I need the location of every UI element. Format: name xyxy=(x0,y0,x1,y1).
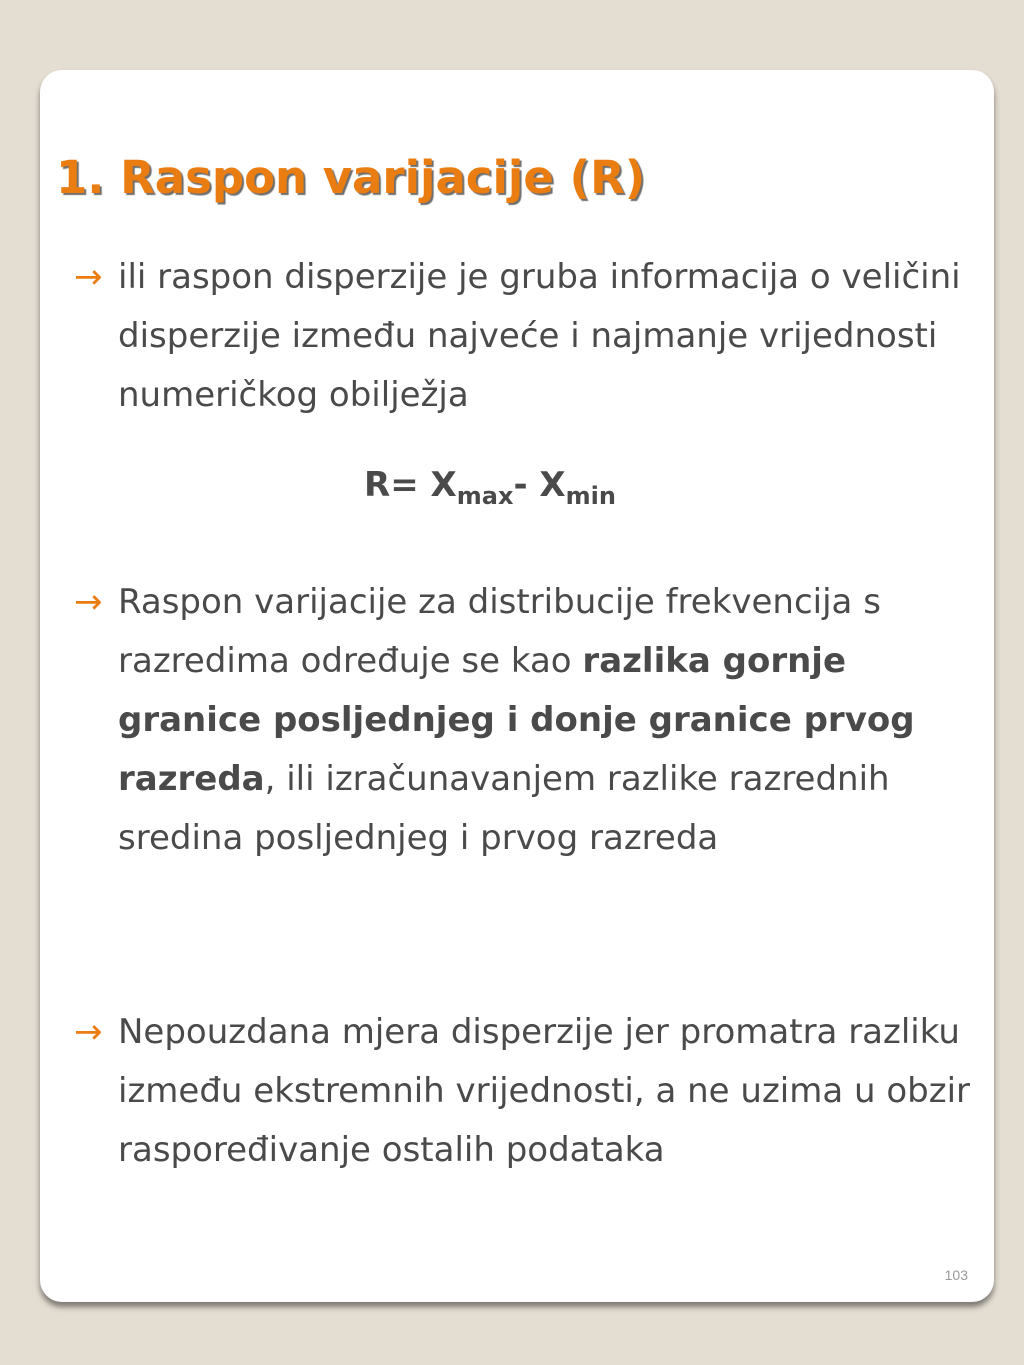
slide-card xyxy=(40,70,994,1302)
bullet-range-definition xyxy=(74,248,984,425)
arrow-right-icon: → xyxy=(74,582,103,622)
slide-number: 103 xyxy=(944,1267,968,1283)
bullet-text xyxy=(118,573,984,868)
range-formula xyxy=(40,460,940,510)
bullet-text-bold: razlika gornje granice posljednjeg i donje granice prvog razreda xyxy=(118,641,915,799)
formula-lhs: R= X xyxy=(364,465,457,505)
formula-mid: - X xyxy=(513,465,566,505)
formula-subscript-min: min xyxy=(565,482,616,510)
bullet-text-part2: , ili izračunavanjem razlike razrednih sredina posljednjeg i prvog razreda xyxy=(118,759,890,858)
slide-title: 1. Raspon varijacije (R) xyxy=(56,151,646,204)
arrow-right-icon: → xyxy=(74,1012,103,1052)
arrow-right-icon: → xyxy=(74,257,103,297)
bullet-text: ili raspon disperzije je gruba informacija o veličini disperzije između najveće i najmanje vrijednosti numeričkog obilježja xyxy=(118,257,961,415)
bullet-class-distribution xyxy=(74,573,984,868)
formula-subscript-max: max xyxy=(456,482,514,510)
bullet-unreliable-measure xyxy=(74,1003,984,1180)
bullet-text: Nepouzdana mjera disperzije jer promatra razliku između ekstremnih vrijednosti, a ne uzima u obzir raspoređivanje ostalih podataka xyxy=(118,1012,971,1170)
bullet-text-part1: Raspon varijacije za distribucije frekvencija s razredima određuje se kao xyxy=(118,582,881,681)
